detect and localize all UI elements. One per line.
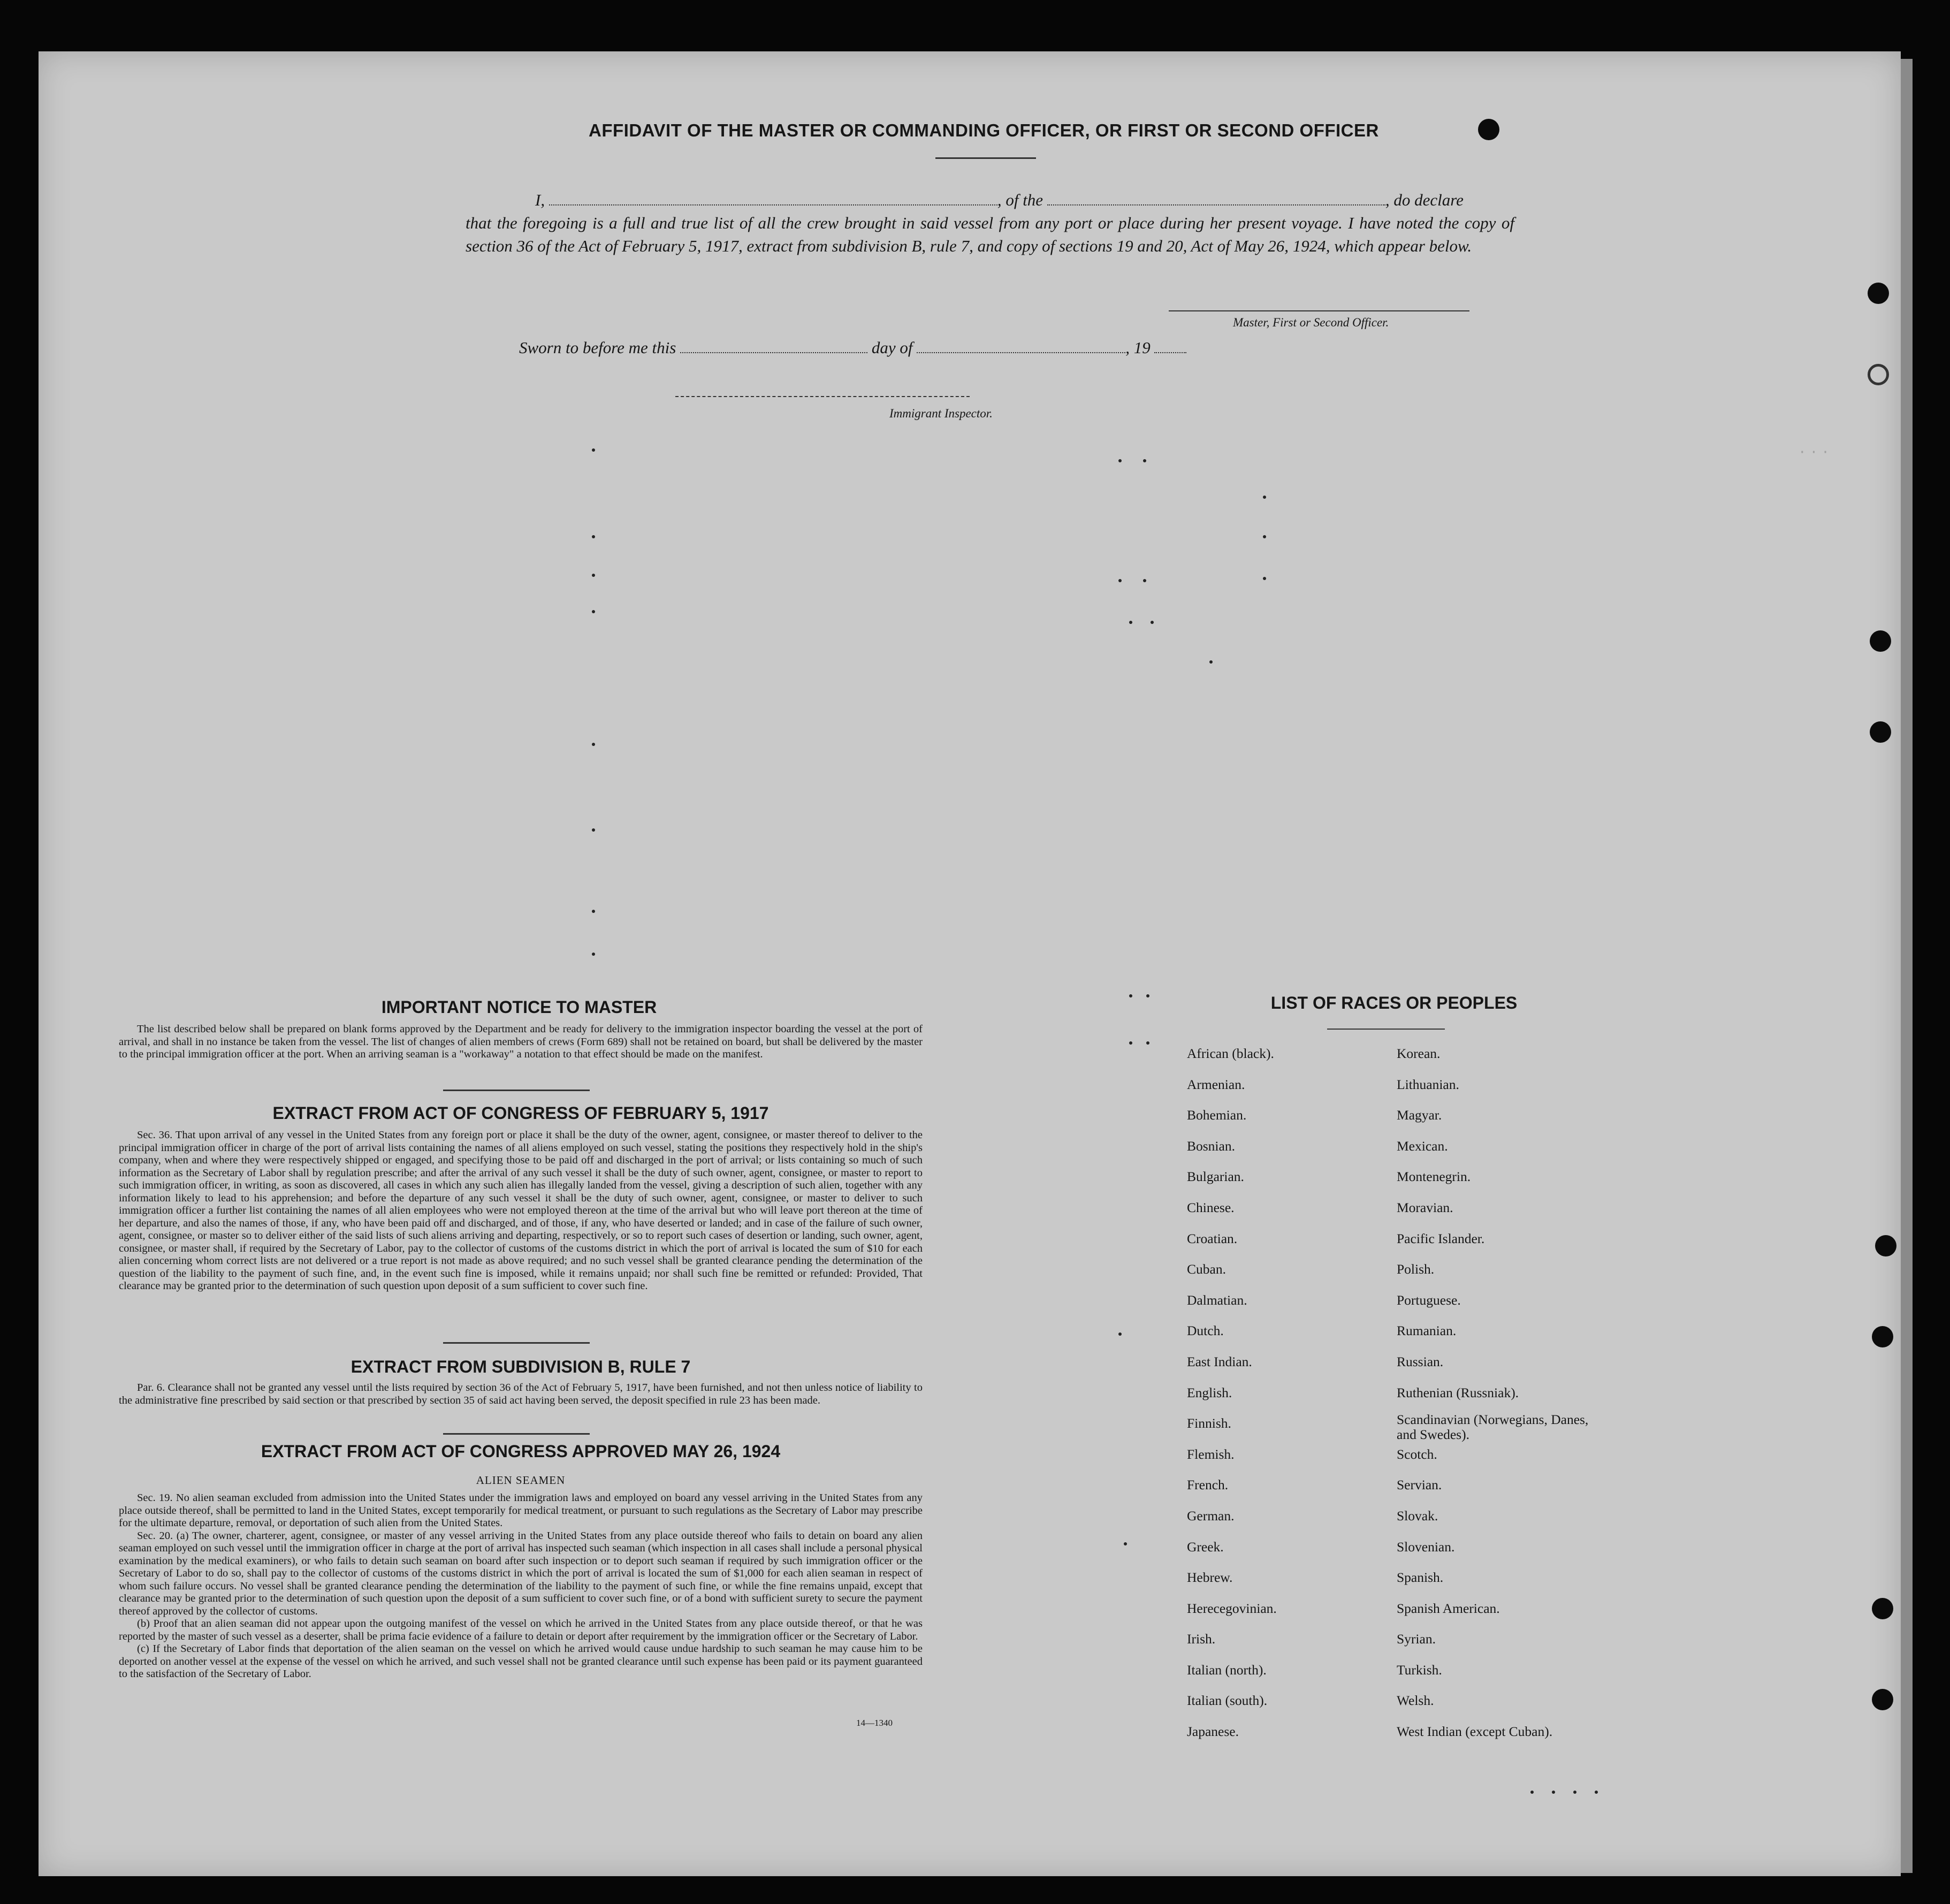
race-item: Cuban. [1187, 1261, 1226, 1277]
race-item: Polish. [1397, 1261, 1435, 1277]
master-signature-caption: Master, First or Second Officer. [1233, 316, 1389, 329]
race-item: Syrian. [1397, 1631, 1436, 1647]
race-item: Herecegovinian. [1187, 1600, 1277, 1616]
race-item: Russian. [1397, 1353, 1444, 1369]
race-item: Finnish. [1187, 1415, 1231, 1431]
races-left-column [1187, 1038, 1277, 1747]
race-item: Hebrew. [1187, 1570, 1233, 1586]
divider [443, 1342, 590, 1344]
race-item: Flemish. [1187, 1446, 1235, 1462]
race-item: Moravian. [1397, 1199, 1453, 1215]
race-item: Italian (south). [1187, 1693, 1268, 1709]
race-item: Bohemian. [1187, 1107, 1247, 1123]
race-item: Chinese. [1187, 1199, 1235, 1215]
sec-20a-text: Sec. 20. (a) The owner, charterer, agent, consignee, or master of any vessel arriving in the United States from any place outside thereof who fails to detain on board any alien seaman employed on such vessel until the immigration officer in charge at the port of arrival has inspected such seaman (which inspection in all cases shall include a personal physical examination by the medical examiners), or who fails to detain such seaman on board after such inspection or to deport such seaman if required by such immigration officer or the Secretary of Labor to do so, shall pay to the collector of customs of the customs district in which the port of arrival is located the sum of $1,000 for each alien seaman in respect of whom such failure occurs. No vessel shall be granted clearance pending the determination of the liability to the payment of such fine, or while the fine remains unpaid, except that clearance may be granted prior to the determination of such question upon the deposit of a sum sufficient to cover such fine, or of a bond with sufficient surety to secure the payment thereof approved by the collector of customs. [119, 1529, 923, 1617]
races-title: LIST OF RACES OR PEOPLES [1270, 993, 1518, 1012]
declarant-label: I, [535, 191, 545, 209]
race-item: West Indian (except Cuban). [1397, 1724, 1553, 1740]
notice-title: IMPORTANT NOTICE TO MASTER [381, 997, 657, 1017]
punch-hole [1868, 364, 1889, 385]
vessel-label: , of the [997, 191, 1043, 209]
race-item: Scandinavian (Norwegians, Danes, and Swedes). [1397, 1412, 1589, 1443]
race-item: Spanish. [1397, 1570, 1444, 1586]
extract-1924-title: EXTRACT FROM ACT OF CONGRESS APPROVED MAY 26, 1924 [261, 1442, 781, 1461]
affidavit-title: AFFIDAVIT OF THE MASTER OR COMMANDING OFFICER, OR FIRST OR SECOND OFFICER [589, 120, 1379, 140]
punch-hole [1478, 119, 1499, 140]
race-item: Dalmatian. [1187, 1292, 1247, 1308]
extract-rule7-title: EXTRACT FROM SUBDIVISION B, RULE 7 [351, 1357, 691, 1376]
race-item: Greek. [1187, 1539, 1224, 1555]
race-item: African (black). [1187, 1046, 1274, 1061]
punch-hole [1870, 721, 1891, 743]
vessel-name-field[interactable] [1047, 204, 1385, 205]
race-item: Scotch. [1397, 1446, 1437, 1462]
race-item: Japanese. [1187, 1724, 1239, 1740]
race-item: Irish. [1187, 1631, 1216, 1647]
sworn-year-field[interactable] [1154, 352, 1186, 353]
form-number: 14—1340 [856, 1718, 893, 1728]
punch-hole [1872, 1326, 1893, 1347]
race-item: Spanish American. [1397, 1600, 1500, 1616]
divider [1327, 1029, 1445, 1030]
inspector-caption: Immigrant Inspector. [889, 407, 993, 420]
race-item: Rumanian. [1397, 1323, 1457, 1339]
sec-20c-text: (c) If the Secretary of Labor finds that deportation of the alien seaman on the vessel on which he arrived would cause undue hardship to such seaman he may cause him to be deported on another vessel at the expense of the vessel on which he arrived, and such vessel shall not be granted clearance until such expense has been paid or its payment guaranteed to the satisfaction of the Secretary of Labor. [119, 1643, 923, 1680]
sworn-day-field[interactable] [680, 352, 867, 353]
sec-19-text: Sec. 19. No alien seaman excluded from admission into the United States under the immigration laws and employed on board any vessel arriving in the United States from any place outside thereof, shall be permitted to land in the United States, except temporarily for medical treatment, or pursuant to such regulations as the Secretary of Labor may prescribe for the ultimate departure, removal, or deportation of such alien from the United States. [119, 1492, 923, 1529]
year-label: , 19 [1125, 338, 1151, 357]
races-right-column [1397, 1038, 1589, 1747]
race-item: Bulgarian. [1187, 1169, 1244, 1185]
race-item: Korean. [1397, 1046, 1441, 1061]
race-item: English. [1187, 1384, 1232, 1400]
affidavit-declaration [466, 188, 1514, 257]
race-item: Turkish. [1397, 1662, 1442, 1678]
punch-hole [1872, 1689, 1893, 1710]
sworn-line [519, 338, 1186, 357]
race-item: Ruthenian (Russniak). [1397, 1384, 1519, 1400]
extract-rule7-body [119, 1382, 923, 1407]
sworn-month-field[interactable] [917, 352, 1125, 353]
race-item: German. [1187, 1507, 1235, 1524]
race-item: Slovenian. [1397, 1539, 1455, 1555]
race-item: Lithuanian. [1397, 1076, 1459, 1092]
race-item: French. [1187, 1477, 1229, 1493]
sec-20b-text: (b) Proof that an alien seaman did not appear upon the outgoing manifest of the vessel on which he arrived in the United States from any place outside thereof, or that he was reported by the master of such vessel as a deserter, shall be prima facie evidence of a failure to detain or deport after requirement by the immigration officer or the Secretary of Labor. [119, 1618, 923, 1642]
page-edge [1901, 59, 1913, 1873]
sworn-label: Sworn to before me this [519, 338, 676, 357]
race-item: Portuguese. [1397, 1292, 1461, 1308]
day-of-label: day of [871, 338, 913, 357]
par-6-text: Par. 6. Clearance shall not be granted any vessel until the lists required by section 36 of the Act of February 5, 1917, have been furnished, and not then unless notice of liability to the administrative fine prescribed by said section or that prescribed by section 35 of said act having been served, the deposit specified in rule 23 has been made. [119, 1382, 923, 1406]
sec-36-text: Sec. 36. That upon arrival of any vessel in the United States from any foreign port or place it shall be the duty of the owner, agent, consignee, or master thereof to deliver to the principal immigration officer in charge of the port of arrival lists containing the names of all aliens employed on such vessel, stating the positions they respectively hold in the ship's company, when and where they were respectively shipped or engaged, and specifying those to be paid off and discharged in the port of arrival; or lists containing so much of such information as the Secretary of Labor shall by regulation prescribe; and after the arrival of any such vessel it shall be the duty of such owner, agent, consignee, or master to report to such immigration officer, in writing, as soon as discovered, all cases in which any such alien has illegally landed from the vessel, giving a description of such alien, together with any information likely to lead to his apprehension; and before the departure of any such vessel it shall be the duty of such owner, agent, consignee, or master to deliver to such immigration officer a further list containing the names of all alien employees who were not employed thereon at the time of the arrival but who will leave port thereon at the time of her departure, and also the names of those, if any, who have been paid off and discharged, and of those, if any, who have deserted or landed; and in case of the failure of such owner, agent, consignee, or master so to deliver either of the said lists of such aliens arriving and departing, respectively, or so to report such cases of desertion or landing, such owner, agent, consignee, or master shall, if required by the Secretary of Labor, pay to the collector of customs of the customs district in which the port of arrival is located the sum of $10 for each alien concerning whom correct lists are not delivered or a true report is not made as above required; and no such vessel shall be granted clearance pending the determination of the question of the liability to the payment of such fine, and, in the event such fine is imposed, while it remains unpaid; nor shall such fine be remitted or refunded: Provided, That clearance may be granted prior to the determination of such question upon deposit of a sum sufficient to cover such fine. [119, 1129, 923, 1292]
notice-body: The list described below shall be prepared on blank forms approved by the Department and be ready for delivery to the immigration inspector boarding the vessel at the port of arrival, and shall in no instance be taken from the vessel. The list of changes of alien members of crews (Form 689) shall not be retained on board, but shall be delivered by the master to the principal immigration officer at the port. When an arriving seaman is a "workaway" a notation to that effect should be made on the manifest. [119, 1023, 923, 1060]
race-item: Welsh. [1397, 1693, 1434, 1709]
divider [443, 1090, 590, 1091]
divider [935, 157, 1036, 159]
divider [443, 1433, 590, 1435]
race-item: Servian. [1397, 1477, 1442, 1493]
race-item: Slovak. [1397, 1507, 1438, 1524]
race-item: Bosnian. [1187, 1138, 1235, 1154]
race-item: Pacific Islander. [1397, 1230, 1485, 1246]
race-item: Dutch. [1187, 1323, 1224, 1339]
race-item: Magyar. [1397, 1107, 1442, 1123]
declare-label: , do declare [1385, 191, 1464, 209]
extract-1917-body [119, 1129, 923, 1293]
alien-seamen-subtitle: ALIEN SEAMEN [476, 1474, 566, 1487]
extract-1917-title: EXTRACT FROM ACT OF CONGRESS OF FEBRUARY 5, 1917 [272, 1103, 769, 1123]
race-item: Croatian. [1187, 1230, 1238, 1246]
inspector-signature-line[interactable] [675, 396, 970, 397]
punch-hole [1868, 283, 1889, 304]
race-item: East Indian. [1187, 1353, 1252, 1369]
master-signature-line[interactable] [1169, 310, 1469, 311]
declaration-text: that the foregoing is a full and true list of all the crew brought in said vessel from any port or place during her present voyage. I have noted the copy of section 36 of the Act of February 5, 1917, extract from subdivision B, rule 7, and copy of sections 19 and 20, Act of May 26, 1924, which appear below. [466, 214, 1514, 255]
race-item: Montenegrin. [1397, 1169, 1471, 1185]
race-item: Armenian. [1187, 1076, 1245, 1092]
declarant-name-field[interactable] [549, 204, 997, 205]
race-item: Italian (north). [1187, 1662, 1267, 1678]
punch-hole [1875, 1235, 1896, 1256]
extract-1924-body [119, 1492, 923, 1681]
race-item: Mexican. [1397, 1138, 1448, 1154]
punch-hole [1872, 1598, 1893, 1619]
punch-hole [1870, 630, 1891, 652]
